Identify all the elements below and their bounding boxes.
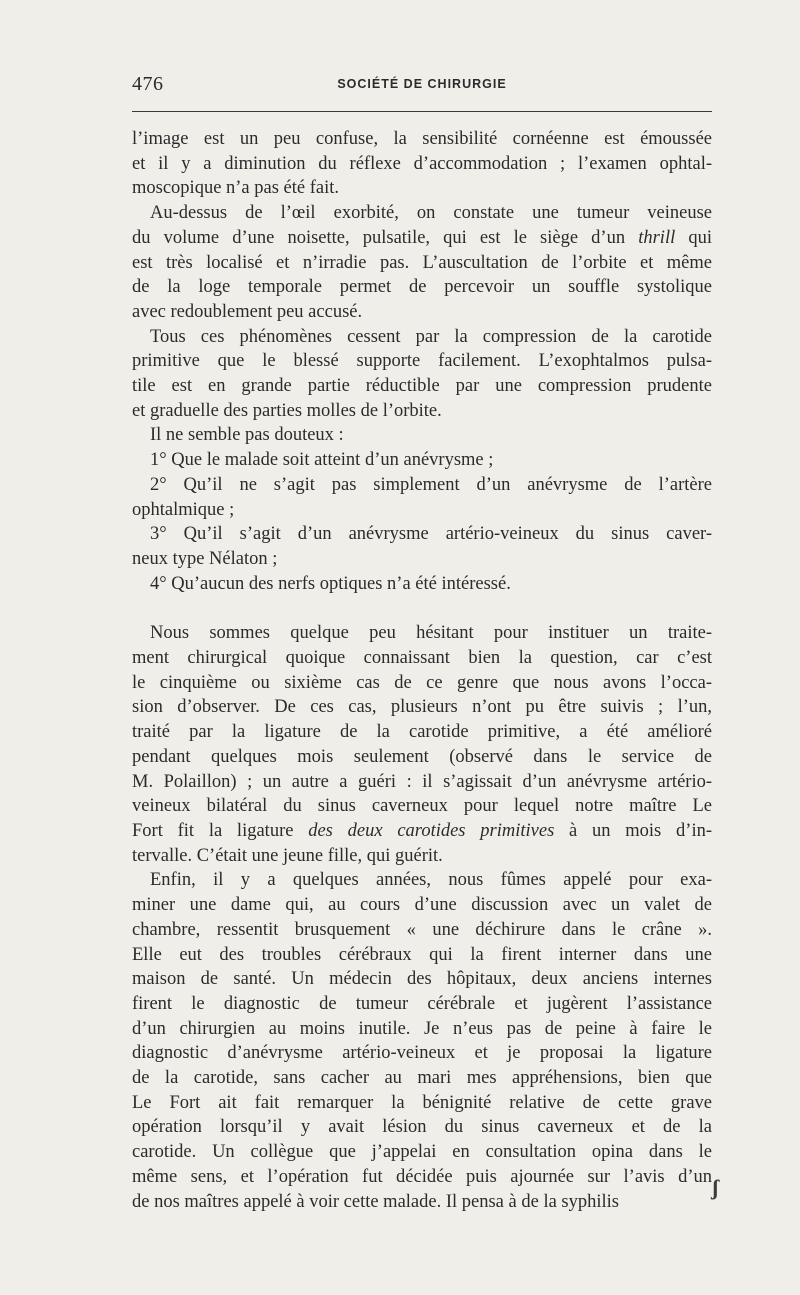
paragraph xyxy=(132,448,712,473)
paragraph xyxy=(132,201,712,325)
text-line: de nos maîtres appelé à voir cette malade. Il pensa à de la syphilis xyxy=(132,1191,619,1212)
text-line: veineux bilatéral du sinus caverneux pour lequel notre maître Le xyxy=(132,796,712,817)
paragraph xyxy=(132,127,712,201)
paragraph xyxy=(132,621,712,868)
paragraph xyxy=(132,325,712,424)
text-line: l’image est un peu confuse, la sensibilité cornéenne est émoussée xyxy=(132,129,712,149)
text-line: primitive que le blessé supporte facilement. L’exophtalmos pulsa- xyxy=(132,351,712,372)
paragraph xyxy=(132,473,712,522)
text-line: 3° Qu’il s’agit d’un anévrysme artério-veineux du sinus caver- xyxy=(150,524,712,545)
emphasis: des deux carotides primitives xyxy=(308,820,555,841)
text-line: Il ne semble pas douteux : xyxy=(150,425,344,446)
text-line: Elle eut des troubles cérébraux qui la firent interner dans une xyxy=(132,944,712,965)
text-line: pendant quelques mois seulement (observé dans le service de xyxy=(132,746,712,767)
text-line: 4° Qu’aucun des nerfs optiques n’a été intéressé. xyxy=(150,573,511,594)
text-line: 2° Qu’il ne s’agit pas simplement d’un anévrysme de l’artère xyxy=(150,474,712,495)
text-line: diagnostic d’anévrysme artério-veineux et je proposai la ligature xyxy=(132,1043,712,1064)
text-line: Au-dessus de l’œil exorbité, on constate une tumeur veineuse xyxy=(150,203,712,224)
text-line: firent le diagnostic de tumeur cérébrale et jugèrent l’assistance xyxy=(132,993,712,1014)
text-line: le cinquième ou sixième cas de ce genre que nous avons l’occa- xyxy=(132,672,712,693)
page-number: 476 xyxy=(132,73,164,95)
paragraph xyxy=(132,423,712,448)
text-line: Tous ces phénomènes cessent par la compression de la carotide xyxy=(150,326,712,347)
text-line: chambre, ressentit brusquement « une déchirure dans le crâne ». xyxy=(132,919,712,940)
text-line: Nous sommes quelque peu hésitant pour instituer un traite- xyxy=(150,623,712,644)
page-header xyxy=(132,73,712,101)
text-line: même sens, et l’opération fut décidée puis ajournée sur l’avis d’un xyxy=(132,1166,712,1187)
text-line: Fort fit la ligature des deux carotides primitives à un mois d’in- xyxy=(132,820,712,841)
text-line: de la carotide, sans cacher au mari mes appréhensions, bien que xyxy=(132,1068,712,1089)
text-line: et graduelle des parties molles de l’orbite. xyxy=(132,400,442,421)
text-line: traité par la ligature de la carotide primitive, a été amélioré xyxy=(132,722,712,743)
text-line: Le Fort ait fait remarquer la bénignité relative de cette grave xyxy=(132,1092,712,1113)
text-line: et il y a diminution du réflexe d’accommodation ; l’examen ophtal- xyxy=(132,153,712,174)
text-line: maison de santé. Un médecin des hôpitaux, deux anciens internes xyxy=(132,969,712,990)
text-line: Enfin, il y a quelques années, nous fûmes appelé pour exa- xyxy=(150,870,712,891)
running-head: SOCIÉTÉ DE CHIRURGIE xyxy=(337,77,507,91)
body-text xyxy=(132,127,712,1214)
text-line: carotide. Un collègue que j’appelai en consultation opina dans le xyxy=(132,1142,712,1163)
text-line: de la loge temporale permet de percevoir un souffle systolique xyxy=(132,277,712,298)
text-line: opération lorsqu’il y avait lésion du sinus caverneux et de la xyxy=(132,1117,712,1138)
text-line: du volume d’une noisette, pulsatile, qui est le siège d’un thrill qui xyxy=(132,227,712,248)
text-line: sion d’observer. De ces cas, plusieurs n’ont pu être suivis ; l’un, xyxy=(132,697,712,718)
text-line: est très localisé et n’irradie pas. L’auscultation de l’orbite et même xyxy=(132,252,712,273)
text-line: moscopique n’a pas été fait. xyxy=(132,178,340,199)
header-rule xyxy=(132,111,712,112)
paragraph xyxy=(132,868,712,1214)
text-line: ophtalmique ; xyxy=(132,499,235,520)
text-line: neux type Nélaton ; xyxy=(132,548,278,569)
text-line: tervalle. C’était une jeune fille, qui guérit. xyxy=(132,845,443,866)
emphasis: thrill xyxy=(638,227,676,248)
text-line: ment chirurgical quoique connaissant bien la question, car c’est xyxy=(132,648,712,669)
margin-mark: ʃ xyxy=(712,1175,719,1200)
text-line: tile est en grande partie réductible par une compression prudente xyxy=(132,376,712,397)
paragraph xyxy=(132,522,712,571)
paragraph xyxy=(132,572,712,597)
text-line: miner une dame qui, au cours d’une discussion avec un valet de xyxy=(132,895,712,916)
text-line: avec redoublement peu accusé. xyxy=(132,301,363,322)
text-line: d’un chirurgien au moins inutile. Je n’eus pas de peine à faire le xyxy=(132,1018,712,1039)
text-line: 1° Que le malade soit atteint d’un anévrysme ; xyxy=(150,450,494,471)
text-line: M. Polaillon) ; un autre a guéri : il s’agissait d’un anévrysme artério- xyxy=(132,771,712,792)
paragraph-gap xyxy=(132,596,712,621)
